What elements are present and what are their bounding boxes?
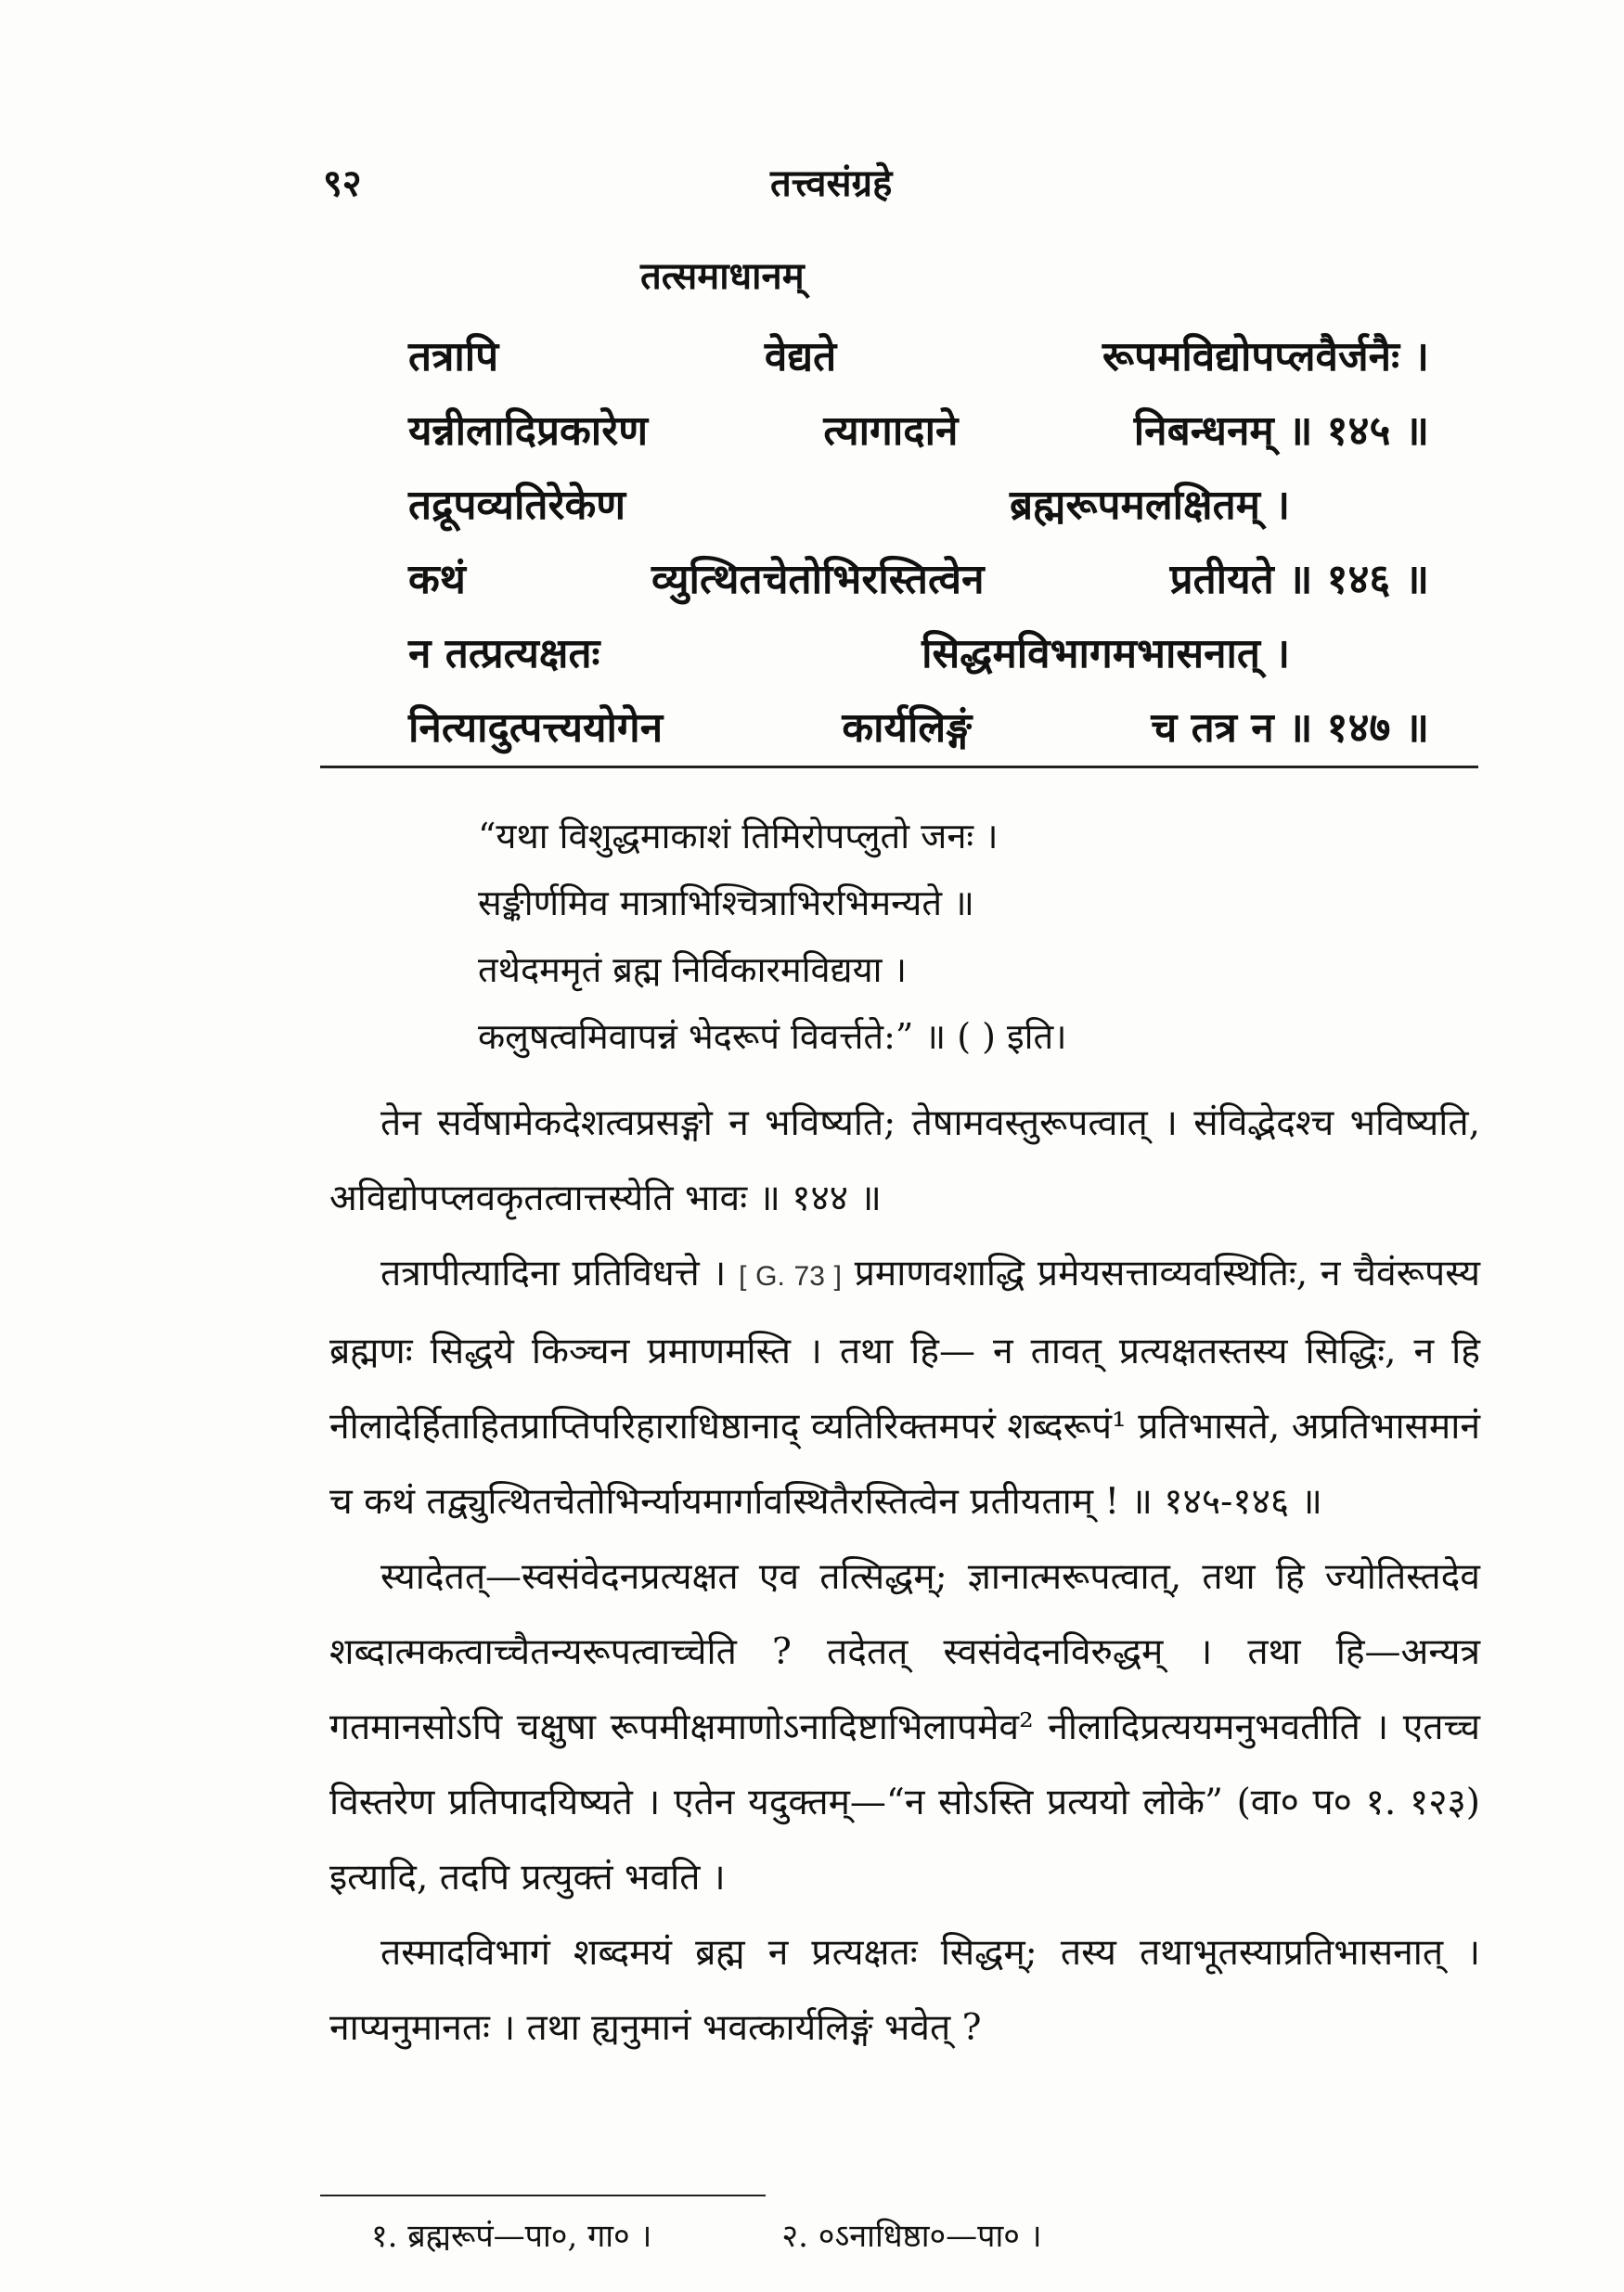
verse-block — [408, 320, 1429, 766]
verse-word: ब्रह्मरूपमलक्षितम् । — [1009, 482, 1290, 529]
verse-word: प्रतीयते ॥ १४६ ॥ — [1169, 556, 1429, 603]
verse-word: च तत्र न ॥ १४७ ॥ — [1151, 704, 1429, 752]
verse-divider — [320, 766, 1478, 768]
verse-word: व्युत्थितचेतोभिरस्तित्वेन — [651, 556, 985, 603]
verse-word: वेद्यते — [764, 333, 837, 380]
quote-line: कलुषत्वमिवापन्नं भेदरूपं विवर्त्तते:” ॥ ( ) इति। — [478, 1016, 1067, 1057]
commentary-paragraph: तेन सर्वेषामेकदेशत्वप्रसङ्गो न भविष्यति; तेषामवस्तुरूपत्वात् । संविद्भेदश्च भविष्यति, अविद्योपप्लवकृतत्वात्तस्येति भावः ॥ १४४ ॥ — [329, 1102, 1480, 1219]
footnote: १. ब्रह्मरूपं—पा०, गा० । — [371, 2218, 652, 2255]
verse-line — [408, 394, 1429, 469]
section-heading: तत्समाधानम् — [640, 254, 805, 298]
quote-line: तथेदममृतं ब्रह्म निर्विकारमविद्यया । — [478, 949, 907, 990]
verse-line — [408, 320, 1429, 394]
verse-line — [408, 469, 1429, 543]
commentary — [329, 1086, 1480, 2066]
footnote-divider — [320, 2195, 766, 2196]
verse-word: निबन्धनम् ॥ १४५ ॥ — [1133, 407, 1429, 455]
verse-word: त्यागादाने — [823, 407, 959, 455]
verse-word: यन्नीलादिप्रकारेण — [408, 407, 649, 455]
verse-word: तद्रूपव्यतिरेकेण — [408, 482, 626, 529]
page-header — [316, 156, 1476, 212]
running-title: तत्त्वसंग्रहे — [770, 161, 893, 205]
paragraph-text: तत्रापीत्यादिना प्रतिविधत्ते । — [380, 1253, 727, 1294]
quote-line: सङ्कीर्णमिव मात्राभिश्चित्राभिरभिमन्यते ॥ — [478, 882, 974, 923]
verse-word: रूपमविद्योपप्लवैर्जनैः । — [1102, 333, 1429, 380]
page-number: ९२ — [323, 161, 362, 205]
footnote: २. ०ऽनाधिष्ठा०—पा० । — [781, 2218, 1042, 2255]
verse-line — [408, 543, 1429, 617]
verse-word: तत्रापि — [408, 333, 499, 380]
verse-word: सिद्धमविभागमभासनात् । — [922, 630, 1290, 677]
edition-page-marker: [ G. 73 ] — [739, 1261, 842, 1292]
commentary-paragraph: स्यादेतत्—स्वसंवेदनप्रत्यक्षत एव तत्सिद्धम्; ज्ञानात्मरूपत्वात्, तथा हि ज्योतिस्तदेव शब्दात्मकत्वाच्चैतन्यरूपत्वाच्चेति ? तदेतत् स्वसंवेदनविरुद्धम् । तथा हि—अन्यत्र गतमानसोऽपि चक्षुषा रूपमीक्षमाणोऽनादिष्टाभिलापमेव² नीलादिप्रत्ययमनुभवतीति । एतच्च विस्तरेण प्रतिपादयिष्यते । एतेन यदुक्तम्—“न सोऽस्ति प्रत्ययो लोके” (वा० प० १. १२३) इत्यादि, तदपि प्रत्युक्तं भवति । — [329, 1556, 1480, 1899]
footnotes — [371, 2213, 1392, 2256]
verse-line — [408, 691, 1429, 766]
verse-word: कथं — [408, 556, 466, 603]
verse-line — [408, 617, 1429, 691]
quote-line: “यथा विशुद्धमाकाशं तिमिरोपप्लुतो जनः । — [478, 816, 999, 856]
commentary-paragraph — [329, 1236, 1480, 1539]
verse-word: नित्यादुत्पत्त्ययोगेन — [408, 704, 664, 752]
commentary-paragraph: तस्मादविभागं शब्दमयं ब्रह्म न प्रत्यक्षतः सिद्धम्; तस्य तथाभूतस्याप्रतिभासनात् । नाप्यनुमानतः । तथा ह्यनुमानं भवत्कार्यलिङ्गं भवेत् ? — [329, 1932, 1480, 2049]
verse-word: कार्यलिङ्गं — [842, 704, 973, 752]
paragraph-text: प्रमाणवशाद्धि प्रमेयसत्ताव्यवस्थितिः, न चैवंरूपस्य ब्रह्मणः सिद्धये किञ्चन प्रमाणमस्ति । तथा हि— न तावत् प्रत्यक्षतस्तस्य सिद्धिः, न हि नीलादेर्हिताहितप्राप्तिपरिहाराधिष्ठानाद् व्यतिरिक्तमपरं शब्दरूपं¹ प्रतिभासते, अप्रतिभासमानं च कथं तद्व्युत्थितचेतोभिर्न्यायमार्गावस्थितैरस्तित्वेन प्रतीयताम् ! ॥ १४५-१४६ ॥ — [329, 1253, 1480, 1523]
verse-word: न तत्प्रत्यक्षतः — [408, 630, 600, 677]
quoted-verse — [478, 803, 1480, 1070]
